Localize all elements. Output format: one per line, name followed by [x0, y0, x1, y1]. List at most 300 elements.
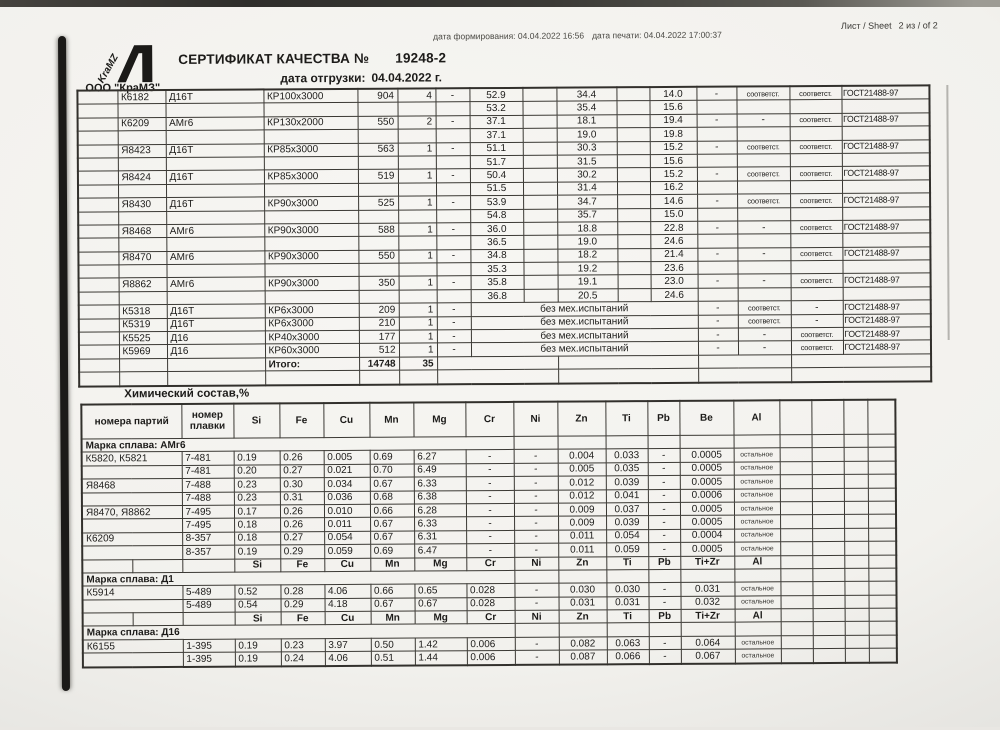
table-cell: [78, 198, 118, 212]
table-cell: 6.49: [414, 463, 466, 477]
table-cell: соответст.: [790, 140, 842, 154]
table-cell: -: [697, 114, 737, 128]
table-cell: [868, 514, 896, 528]
table-cell: -: [437, 316, 471, 330]
table-cell: [648, 435, 680, 449]
table-cell: соответст.: [738, 314, 791, 328]
table-cell: [119, 372, 167, 386]
table-cell: [523, 222, 557, 236]
table-cell: 0.0005: [680, 475, 734, 489]
table-cell: соответст.: [737, 140, 790, 154]
table-cell: Mg: [414, 557, 466, 571]
chemical-composition-table: [80, 399, 898, 669]
table-cell: 0.18: [234, 518, 280, 532]
table-cell: КР130x2000: [264, 116, 358, 130]
table-cell: КР100x3000: [263, 89, 357, 103]
table-cell: 0.030: [606, 583, 648, 597]
table-cell: 30.2: [557, 168, 617, 182]
table-cell: соответст.: [790, 247, 842, 261]
table-cell: 0.054: [606, 529, 648, 543]
table-cell: [843, 400, 867, 435]
table-cell: [118, 157, 166, 171]
table-cell: [165, 103, 263, 117]
table-cell: 0.009: [558, 516, 606, 530]
table-cell: -: [436, 115, 470, 129]
table-cell: [264, 263, 358, 277]
table-cell: -: [697, 141, 737, 155]
table-cell: [790, 234, 842, 248]
table-cell: [79, 305, 119, 319]
table-cell: 5-489: [183, 599, 235, 613]
table-cell: Cu: [324, 558, 370, 572]
table-cell: 350: [359, 277, 399, 291]
table-cell: [617, 208, 650, 222]
table-cell: 0.54: [235, 599, 281, 613]
table-cell: [868, 528, 896, 542]
table-cell: остальное: [734, 475, 780, 489]
table-cell: [735, 622, 781, 636]
table-cell: [812, 568, 844, 582]
table-cell: [844, 474, 868, 488]
table-cell: [359, 370, 399, 384]
table-cell: [79, 359, 119, 373]
table-cell: [264, 237, 358, 251]
table-cell: 1: [398, 169, 436, 183]
table-cell: [437, 290, 471, 304]
table-cell: АМг6: [166, 251, 264, 265]
table-cell: [83, 653, 183, 668]
table-cell: [524, 276, 558, 290]
table-cell: -: [697, 194, 737, 208]
table-cell: 21.4: [650, 248, 697, 262]
table-cell: КР6x3000: [265, 304, 359, 318]
print-metadata: [433, 30, 730, 42]
table-cell: Ti: [606, 556, 648, 570]
table-cell: [812, 434, 844, 448]
table-cell: номера партий: [81, 404, 181, 439]
table-cell: ГОСТ21488-97: [843, 273, 931, 287]
table-cell: 30.3: [557, 141, 617, 155]
table-cell: -: [466, 490, 514, 504]
table-cell: ГОСТ21488-97: [842, 247, 930, 261]
shipment-table-body: [77, 85, 931, 386]
table-cell: [617, 168, 650, 182]
table-cell: [813, 635, 845, 649]
table-cell: -: [791, 314, 843, 328]
table-cell: К6209: [82, 532, 182, 546]
table-cell: 0.031: [559, 597, 607, 611]
table-cell: 6.38: [414, 490, 466, 504]
table-cell: [617, 155, 650, 169]
table-cell: Fe: [280, 558, 324, 572]
table-cell: [680, 569, 734, 583]
table-cell: [79, 345, 119, 359]
table-cell: 4.06: [325, 652, 371, 666]
table-cell: -: [648, 543, 680, 557]
table-cell: -: [436, 223, 470, 237]
table-cell: Марка сплава: АМг6: [82, 436, 514, 452]
table-cell: [358, 263, 398, 277]
table-cell: 36.0: [470, 222, 523, 236]
table-cell: Д16Т: [166, 197, 264, 211]
table-cell: 0.010: [324, 504, 370, 518]
table-cell: [841, 99, 929, 113]
table-cell: -: [738, 341, 791, 355]
table-row: [81, 400, 895, 439]
table-cell: [436, 182, 470, 196]
table-cell: [618, 288, 651, 302]
table-cell: [117, 104, 165, 118]
table-cell: -: [737, 114, 790, 128]
table-cell: [78, 144, 118, 158]
table-cell: остальное: [734, 529, 780, 543]
table-cell: [842, 180, 930, 194]
table-cell: -: [649, 650, 681, 664]
table-cell: 1: [399, 276, 437, 290]
table-cell: ГОСТ21488-97: [842, 193, 930, 207]
table-cell: [358, 210, 398, 224]
table-cell: [789, 100, 841, 114]
table-cell: 1: [399, 330, 437, 344]
table-cell: 0.030: [558, 583, 606, 597]
table-cell: [358, 183, 398, 197]
table-cell: КР85x3000: [264, 170, 358, 184]
table-cell: 34.4: [556, 87, 616, 101]
table-cell: ГОСТ21488-97: [843, 327, 931, 341]
table-cell: Cu: [323, 403, 369, 438]
table-cell: 0.19: [234, 451, 280, 465]
table-cell: 0.26: [280, 518, 324, 532]
table-cell: [845, 608, 869, 622]
table-cell: КР40x3000: [265, 330, 359, 344]
table-cell: [79, 332, 119, 346]
table-cell: К5820, К5821: [82, 452, 182, 466]
company-name: ООО "КраМЗ": [85, 82, 161, 95]
table-cell: Mg: [415, 611, 467, 625]
table-cell: 0.067: [681, 649, 735, 663]
table-cell: Al: [734, 555, 780, 569]
table-cell: [265, 290, 359, 304]
table-cell: 0.028: [467, 597, 515, 611]
shipping-date: [280, 70, 442, 85]
table-cell: 0.011: [558, 530, 606, 544]
table-cell: [166, 264, 264, 278]
table-cell: [842, 126, 930, 140]
table-cell: [781, 595, 813, 609]
table-cell: -: [437, 343, 471, 357]
table-cell: [812, 448, 844, 462]
table-cell: 53.9: [470, 195, 523, 209]
table-cell: 53.2: [469, 102, 522, 116]
table-cell: [166, 130, 264, 144]
table-cell: -: [648, 449, 680, 463]
table-cell: 19.0: [557, 235, 617, 249]
table-cell: [868, 541, 896, 555]
table-cell: 6.31: [414, 530, 466, 544]
table-cell: [559, 623, 607, 637]
table-cell: 1: [398, 142, 436, 156]
table-cell: [811, 400, 843, 435]
table-cell: 19.2: [557, 262, 617, 276]
table-cell: [606, 436, 648, 450]
table-cell: 0.063: [607, 636, 649, 650]
table-cell: ГОСТ21488-97: [843, 340, 931, 354]
table-cell: [523, 115, 557, 129]
table-cell: [118, 184, 166, 198]
table-cell: [869, 648, 897, 662]
table-cell: [697, 261, 737, 275]
table-cell: [698, 355, 791, 369]
table-cell: [868, 447, 896, 461]
table-cell: [780, 542, 812, 556]
table-cell: [166, 237, 264, 251]
table-cell: остальное: [735, 649, 781, 663]
table-cell: [780, 528, 812, 542]
table-cell: КР6x3000: [265, 317, 359, 331]
table-cell: [607, 623, 649, 637]
table-cell: остальное: [734, 488, 780, 502]
table-cell: 36.5: [470, 236, 523, 250]
table-cell: 0.005: [324, 451, 370, 465]
table-cell: [436, 129, 470, 143]
table-cell: 34.8: [470, 249, 523, 263]
table-cell: [812, 461, 844, 475]
table-cell: -: [437, 276, 471, 290]
table-cell: [78, 171, 118, 185]
table-cell: Д16Т: [166, 144, 264, 158]
table-cell: 0.19: [234, 545, 280, 559]
table-cell: 24.6: [651, 288, 698, 302]
table-cell: Cu: [325, 611, 371, 625]
table-cell: [79, 292, 119, 306]
table-cell: Si: [233, 403, 279, 438]
table-cell: [868, 568, 896, 582]
table-cell: [133, 613, 183, 627]
table-cell: 0.67: [370, 531, 414, 545]
table-cell: [523, 155, 557, 169]
table-cell: [132, 559, 182, 573]
table-cell: соответст.: [790, 220, 842, 234]
table-cell: [523, 168, 557, 182]
table-cell: 34.7: [557, 195, 617, 209]
table-cell: Cr: [467, 610, 515, 624]
table-cell: [781, 649, 813, 663]
table-cell: -: [738, 328, 791, 342]
table-cell: [616, 87, 649, 101]
table-cell: [680, 435, 734, 449]
table-cell: 1.44: [415, 651, 467, 665]
table-cell: Ti: [605, 401, 647, 436]
table-cell: [523, 142, 557, 156]
table-cell: [868, 581, 896, 595]
table-cell: [737, 234, 790, 248]
table-cell: [790, 207, 842, 221]
table-cell: [845, 649, 869, 663]
table-cell: 15.6: [649, 101, 696, 115]
table-cell: 0.29: [280, 545, 324, 559]
table-cell: 19.8: [650, 127, 697, 141]
table-cell: Д16: [167, 344, 265, 358]
table-cell: Ni: [515, 610, 559, 624]
table-cell: ГОСТ21488-97: [842, 113, 930, 127]
table-cell: [681, 623, 735, 637]
table-cell: [524, 289, 558, 303]
table-cell: [844, 434, 868, 448]
table-cell: [264, 183, 358, 197]
printed-date: дата печати: 04.04.2022 17:00:37: [592, 29, 722, 41]
table-cell: [522, 102, 556, 116]
table-cell: [167, 291, 265, 305]
table-cell: без мех.испытаний: [471, 342, 698, 357]
table-cell: 14748: [359, 357, 399, 371]
table-cell: [842, 260, 930, 274]
table-cell: [617, 195, 650, 209]
table-cell: -: [514, 503, 558, 517]
table-cell: 0.012: [558, 476, 606, 490]
table-cell: [78, 158, 118, 172]
table-cell: остальное: [734, 582, 780, 596]
table-cell: соответст.: [737, 167, 790, 181]
table-cell: 1.42: [415, 638, 467, 652]
table-cell: 0.66: [370, 504, 414, 518]
table-cell: [869, 622, 897, 636]
table-cell: [617, 181, 650, 195]
table-cell: Mg: [413, 402, 465, 437]
table-cell: К6209: [118, 117, 166, 131]
table-cell: [842, 153, 930, 167]
shipping-date-label: дата отгрузки:: [280, 70, 366, 86]
table-cell: -: [649, 636, 681, 650]
table-cell: [649, 623, 681, 637]
table-cell: Д16Т: [167, 318, 265, 332]
table-cell: -: [698, 275, 738, 289]
table-cell: [737, 127, 790, 141]
table-cell: [737, 261, 790, 275]
table-cell: 0.037: [606, 503, 648, 517]
table-cell: [606, 570, 648, 584]
generated-date: дата формирования: 04.04.2022 16:56: [433, 30, 585, 42]
table-cell: [845, 595, 869, 609]
table-cell: соответст.: [790, 194, 842, 208]
table-cell: [868, 488, 896, 502]
table-cell: [166, 184, 264, 198]
table-cell: [813, 595, 845, 609]
table-cell: -: [466, 544, 514, 558]
table-cell: [514, 570, 558, 584]
table-cell: [812, 475, 844, 489]
table-cell: 525: [358, 196, 398, 210]
table-cell: [522, 88, 556, 102]
table-cell: Я8430: [118, 198, 166, 212]
table-cell: -: [648, 516, 680, 530]
table-cell: 0.009: [558, 503, 606, 517]
chem-section-title: Химический состав,%: [124, 387, 250, 401]
table-cell: ГОСТ21488-97: [842, 139, 930, 153]
table-cell: Be: [679, 401, 733, 436]
table-cell: [696, 100, 736, 114]
table-cell: 0.50: [371, 638, 415, 652]
table-cell: 7-495: [182, 505, 234, 519]
table-cell: [791, 354, 931, 368]
table-cell: [357, 103, 397, 117]
table-cell: 6.33: [414, 477, 466, 491]
table-cell: [780, 461, 812, 475]
table-cell: 0.054: [324, 531, 370, 545]
table-cell: 0.059: [606, 543, 648, 557]
table-cell: [844, 568, 868, 582]
table-cell: [399, 290, 437, 304]
table-cell: -: [515, 597, 559, 611]
table-cell: [78, 118, 118, 132]
table-cell: [514, 436, 558, 450]
table-cell: 0.27: [280, 464, 324, 478]
table-cell: [844, 541, 868, 555]
table-cell: [812, 582, 844, 596]
table-cell: -: [436, 249, 470, 263]
table-cell: Ni: [514, 557, 558, 571]
table-cell: -: [648, 476, 680, 490]
table-cell: К6155: [83, 639, 183, 653]
table-cell: 563: [358, 143, 398, 157]
table-cell: [77, 90, 117, 104]
sheet-indicator: [841, 20, 938, 31]
table-cell: 0.23: [281, 638, 325, 652]
table-cell: 37.1: [470, 129, 523, 143]
table-cell: 0.0004: [680, 529, 734, 543]
table-cell: соответст.: [790, 113, 842, 127]
table-cell: [780, 515, 812, 529]
table-cell: остальное: [734, 515, 780, 529]
table-cell: остальное: [734, 502, 780, 516]
table-cell: -: [436, 196, 470, 210]
table-cell: [435, 102, 469, 116]
table-cell: [617, 262, 650, 276]
table-cell: 0.52: [234, 585, 280, 599]
table-cell: Я8470, Я8862: [82, 505, 182, 519]
table-cell: [617, 235, 650, 249]
table-cell: 0.70: [370, 464, 414, 478]
table-cell: 0.039: [606, 476, 648, 490]
table-cell: Al: [735, 609, 781, 623]
table-cell: Zn: [557, 401, 605, 436]
table-cell: соответст.: [790, 167, 842, 181]
table-cell: 0.0005: [680, 462, 734, 476]
table-cell: [737, 180, 790, 194]
table-cell: КР60x3000: [265, 344, 359, 358]
table-cell: 0.20: [234, 465, 280, 479]
table-cell: Д16Т: [166, 170, 264, 184]
table-cell: 35.4: [556, 101, 616, 115]
table-cell: [697, 181, 737, 195]
table-cell: [523, 128, 557, 142]
table-cell: -: [514, 543, 558, 557]
table-cell: Fe: [281, 612, 325, 626]
table-cell: 5-489: [182, 585, 234, 599]
table-cell: остальное: [735, 595, 781, 609]
table-cell: К5914: [82, 586, 182, 600]
table-cell: 7-488: [182, 478, 234, 492]
table-cell: без мех.испытаний: [471, 315, 698, 330]
table-cell: 0.27: [280, 531, 324, 545]
table-cell: [398, 183, 436, 197]
table-cell: 19.4: [650, 114, 697, 128]
table-cell: [812, 501, 844, 515]
table-cell: [617, 248, 650, 262]
table-cell: Zn: [558, 556, 606, 570]
table-cell: -: [791, 301, 843, 315]
table-cell: 37.1: [470, 115, 523, 129]
table-cell: -: [437, 330, 471, 344]
